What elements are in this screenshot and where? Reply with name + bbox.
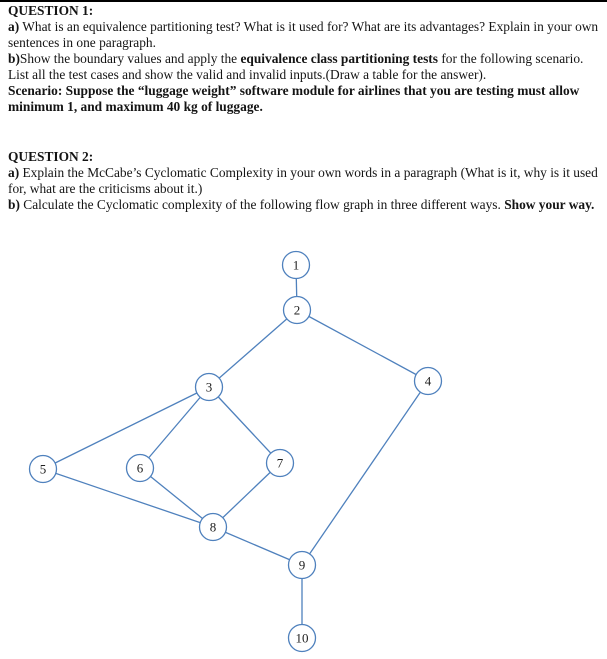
graph-node-label-1: 1: [292, 257, 300, 273]
question-1b-text-pre: Show the boundary values and apply the: [19, 51, 241, 66]
graph-edge-2-4: [297, 310, 428, 381]
graph-edge-4-9: [302, 381, 428, 565]
graph-node-label-8: 8: [209, 519, 217, 535]
question-1a-text: What is an equivalence partitioning test? What is it used for? What are its advantages? Explain in your own sentences in one paragraph.: [8, 19, 599, 50]
graph-edge-5-8: [43, 469, 213, 527]
graph-edge-3-7: [209, 387, 280, 463]
question-1a-label: a): [8, 19, 20, 34]
graph-edge-8-9: [213, 527, 302, 565]
graph-node-label-10: 10: [295, 630, 309, 646]
graph-node-label-2: 2: [293, 302, 301, 318]
graph-node-label-7: 7: [276, 455, 284, 471]
question-2b-bold-phrase: Show your way.: [504, 197, 595, 212]
question-2a-label: a): [8, 165, 20, 180]
graph-node-label-3: 3: [205, 379, 213, 395]
graph-edge-3-6: [140, 387, 209, 468]
question-1-heading: QUESTION 1:: [8, 3, 94, 18]
graph-edge-3-5: [43, 387, 209, 469]
graph-node-label-6: 6: [136, 460, 144, 476]
question-1-scenario: Scenario: Suppose the “luggage weight” software module for airlines that you are testing must allow minimum 1, and maximum 40 kg of luggage.: [8, 83, 580, 114]
graph-node-label-4: 4: [424, 373, 432, 389]
question-2-heading: QUESTION 2:: [8, 149, 94, 164]
question-1b-bold-phrase: equivalence class partitioning tests: [240, 51, 438, 66]
question-1b-text-post: for the following scenario. List all the test cases and show the valid and invalid inputs.(Draw a table for the answer).: [8, 51, 584, 82]
question-2b-text: Calculate the Cyclomatic complexity of the following flow graph in three different ways.: [19, 197, 505, 212]
graph-edge-2-3: [209, 310, 297, 387]
graph-node-label-5: 5: [39, 461, 47, 477]
question-2a-text: Explain the McCabe’s Cyclomatic Complexity in your own words in a paragraph (What is it, why is it used for, what are the criticisms about it.): [8, 165, 598, 196]
question-2b-label: b): [8, 197, 20, 212]
graph-node-label-9: 9: [298, 557, 306, 573]
question-1b-label: b): [8, 51, 20, 66]
